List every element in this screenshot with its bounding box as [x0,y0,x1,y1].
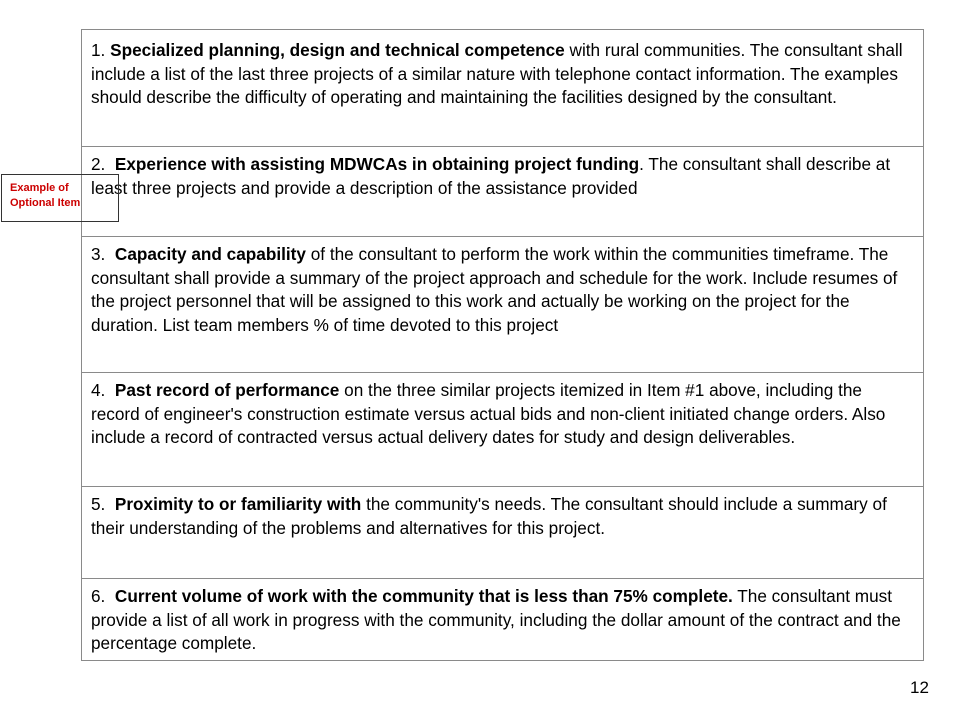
item-description: with rural communities. The consultant shall include a list of the last three projects of a similar nature with telephone contact information. The examples should describe the difficulty of operating and maintaining the facilities designed by the consultant. [91,40,903,108]
page-number: 12 [910,678,929,697]
item-description: on the three similar projects itemized in Item #1 above, including the record of engineer's construction estimate versus actual bids and non-client initiated change orders. Also include a record of contracted versus actual delivery dates for study and design deliverables. [91,380,886,448]
criteria-row [82,486,923,578]
callout-line-2: Optional Item [10,197,81,209]
item-title: Specialized planning, design and technical competence [110,40,565,60]
item-description: . The consultant shall describe at least three projects and provide a description of the assistance provided [91,154,891,198]
item-title: Proximity to or familiarity with [114,494,362,514]
item-title: Current volume of work with the community that is less than 75% complete. [114,586,733,606]
item-number: 3. [91,244,106,264]
item-description: The consultant must provide a list of all work in progress with the community, including the dollar amount of the contract and the percentage complete. [91,586,901,654]
criteria-row [82,236,923,372]
item-number: 6. [91,586,106,606]
item-number: 1. [91,40,106,60]
optional-item-callout [1,174,119,222]
item-title: Past record of performance [114,380,340,400]
item-description: of the consultant to perform the work within the communities timeframe. The consultant shall provide a summary of the project approach and schedule for the work. Include resumes of the project personnel that will be assigned to this work and actually be working on the project for the duration. List team members % of time devoted to this project [91,244,898,335]
item-number: 5. [91,494,106,514]
item-title: Experience with assisting MDWCAs in obtaining project funding [114,154,640,174]
criteria-row [82,30,923,146]
callout-line-1: Example of [10,182,69,194]
item-description: the community's needs. The consultant should include a summary of their understanding of the problems and alternatives for this project. [91,494,887,538]
item-title: Capacity and capability [114,244,306,264]
criteria-row [82,372,923,486]
criteria-row [82,578,923,660]
item-number: 2. [91,154,106,174]
criteria-table [81,29,924,661]
criteria-row [82,146,923,236]
item-number: 4. [91,380,106,400]
